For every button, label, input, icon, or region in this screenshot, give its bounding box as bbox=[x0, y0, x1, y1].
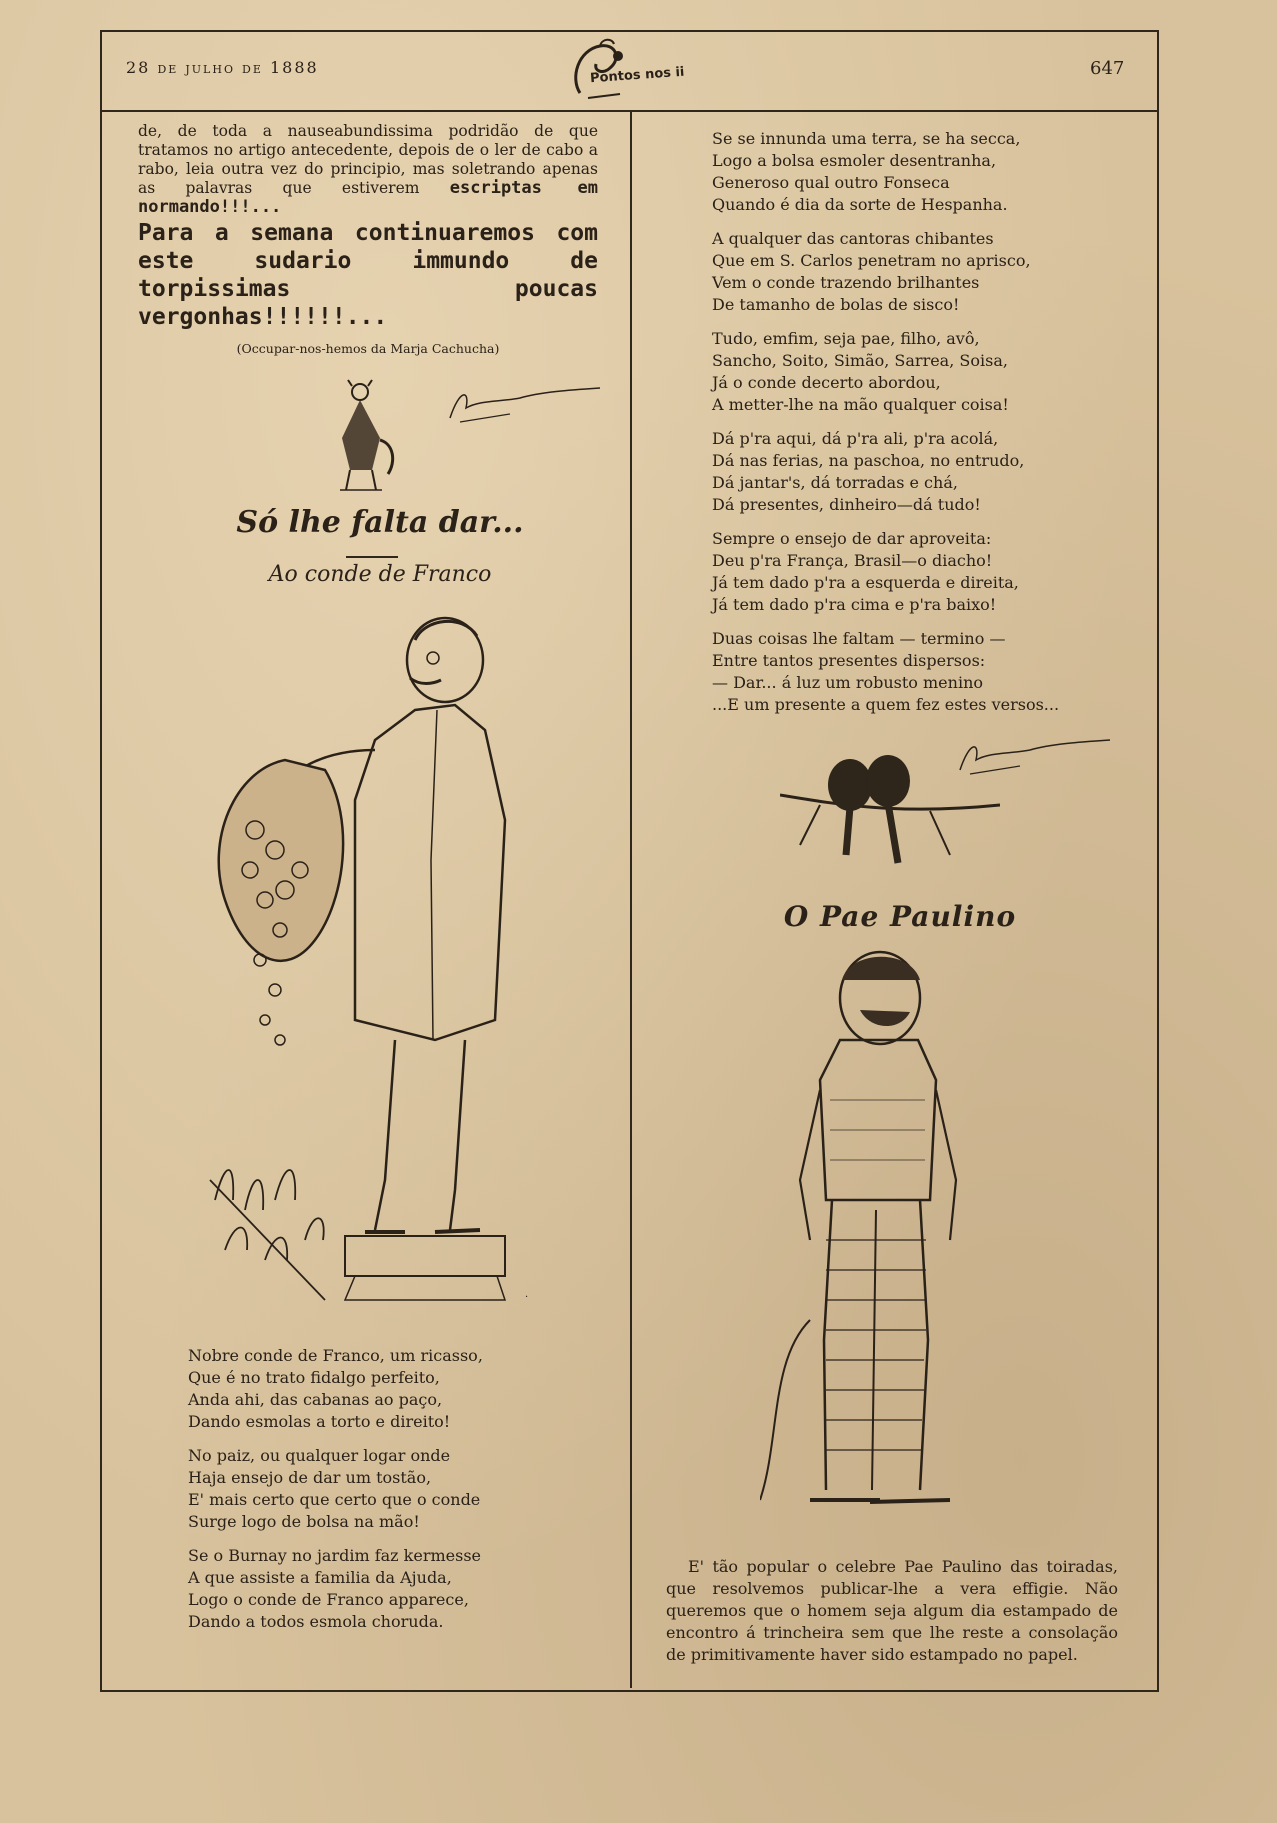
verse-line: Já tem dado p'ra cima e p'ra baixo! bbox=[712, 595, 997, 614]
page-number: 647 bbox=[1090, 58, 1125, 79]
verse-line: E' mais certo que certo que o conde bbox=[188, 1490, 481, 1509]
verse-line: Logo a bolsa esmoler desentranha, bbox=[712, 151, 997, 170]
right-stanza-1 bbox=[712, 128, 1112, 216]
poem-title: Só lhe falta dar... bbox=[236, 505, 524, 540]
intro-text: de, de toda a nauseabundissima podridão de que tratamos no artigo antecedente, depois de o ler de cabo a rabo, leia outra vez do principio, mas soletrando apenas as palavras que estiverem bbox=[138, 122, 598, 197]
verse-line: A que assiste a familia da Ajuda, bbox=[188, 1568, 452, 1587]
masthead-title: Pontos nos ii bbox=[589, 64, 685, 87]
right-stanza-5 bbox=[712, 528, 1112, 616]
issue-date: 28 de julho de 1888 bbox=[126, 58, 319, 77]
birds-on-branch-illustration bbox=[780, 745, 1000, 875]
editorial-note: (Occupar-nos-hemos da Marja Cachucha) bbox=[236, 341, 500, 356]
right-stanza-3 bbox=[712, 328, 1112, 416]
verse-line: Dá nas ferias, na paschoa, no entrudo, bbox=[712, 451, 1025, 470]
verse-line: Haja ensejo de dar um tostão, bbox=[188, 1468, 432, 1487]
verse-line: Que em S. Carlos penetram no aprisco, bbox=[712, 251, 1031, 270]
verse-line: Entre tantos presentes dispersos: bbox=[712, 651, 986, 670]
article-title: O Pae Paulino bbox=[783, 900, 1017, 933]
signature-scrawl-1 bbox=[440, 378, 610, 428]
svg-text:·: · bbox=[525, 1292, 529, 1303]
verse-line: Sempre o ensejo de dar aproveita: bbox=[712, 529, 992, 548]
verse-line: Se o Burnay no jardim faz kermesse bbox=[188, 1546, 482, 1565]
verse-line: Duas coisas lhe faltam — termino — bbox=[712, 629, 1006, 648]
verse-line: Quando é dia da sorte de Hespanha. bbox=[712, 195, 1008, 214]
verse-line: Dá jantar's, dá torradas e chá, bbox=[712, 473, 958, 492]
verse-line: Que é no trato fidalgo perfeito, bbox=[188, 1368, 440, 1387]
verse-line: A metter-lhe na mão qualquer coisa! bbox=[712, 395, 1009, 414]
header-rule bbox=[100, 110, 1157, 112]
verse-line: Generoso qual outro Fonseca bbox=[712, 173, 950, 192]
left-stanza-3 bbox=[188, 1545, 608, 1633]
column-divider bbox=[630, 112, 632, 1688]
right-stanza-2 bbox=[712, 228, 1112, 316]
announcement: Para a semana continuaremos com este sudario immundo de torpissimas poucas vergonhas!!!!!!... bbox=[138, 220, 598, 330]
poem-dedication: Ao conde de Franco bbox=[268, 562, 492, 587]
verse-line: Tudo, emfim, seja pae, filho, avô, bbox=[712, 329, 980, 348]
verse-line: No paiz, ou qualquer logar onde bbox=[188, 1446, 451, 1465]
verse-line: Dá p'ra aqui, dá p'ra ali, p'ra acolá, bbox=[712, 429, 999, 448]
verse-line: Dá presentes, dinheiro—dá tudo! bbox=[712, 495, 981, 514]
verse-line: A qualquer das cantoras chibantes bbox=[712, 229, 994, 248]
conde-de-franco-caricature bbox=[205, 600, 565, 1340]
intro-bold-text: escriptas em normando!!!... bbox=[138, 178, 598, 217]
woman-with-fan-illustration bbox=[322, 378, 402, 496]
verse-line: Anda ahi, das cabanas ao paço, bbox=[188, 1390, 443, 1409]
verse-line: Já tem dado p'ra a esquerda e direita, bbox=[712, 573, 1019, 592]
poem-title-rule bbox=[346, 556, 398, 558]
right-poem bbox=[712, 128, 1112, 728]
intro-paragraph bbox=[138, 122, 598, 217]
verse-line: — Dar... á luz um robusto menino bbox=[712, 673, 983, 692]
verse-line: Dando a todos esmola choruda. bbox=[188, 1612, 444, 1631]
pae-paulino-caricature bbox=[760, 940, 990, 1530]
verse-line: Deu p'ra França, Brasil—o diacho! bbox=[712, 551, 993, 570]
verse-line: Nobre conde de Franco, um ricasso, bbox=[188, 1346, 483, 1365]
verse-line: Já o conde decerto abordou, bbox=[712, 373, 941, 392]
left-poem bbox=[188, 1345, 608, 1645]
verse-line: Dando esmolas a torto e direito! bbox=[188, 1412, 451, 1431]
left-stanza-1 bbox=[188, 1345, 608, 1433]
verse-line: Se se innunda uma terra, se ha secca, bbox=[712, 129, 1021, 148]
verse-line: ...E um presente a quem fez estes versos... bbox=[712, 695, 1060, 714]
verse-line: Logo o conde de Franco apparece, bbox=[188, 1590, 469, 1609]
verse-line: Sancho, Soito, Simão, Sarrea, Soisa, bbox=[712, 351, 1008, 370]
verse-line: De tamanho de bolas de sisco! bbox=[712, 295, 960, 314]
right-stanza-6 bbox=[712, 628, 1112, 716]
verse-line: Vem o conde trazendo brilhantes bbox=[712, 273, 980, 292]
left-column bbox=[138, 122, 598, 356]
paulino-caption: E' tão popular o celebre Pae Paulino das toiradas, que resolvemos publicar-lhe a vera effigie. Não queremos que o homem seja algum dia estampado de encontro á trincheira sem que lhe reste a consolação de primitivamente haver sido estampado no papel. bbox=[666, 1557, 1118, 1664]
left-stanza-2 bbox=[188, 1445, 608, 1533]
verse-line: Surge logo de bolsa na mão! bbox=[188, 1512, 420, 1531]
right-stanza-4 bbox=[712, 428, 1112, 516]
